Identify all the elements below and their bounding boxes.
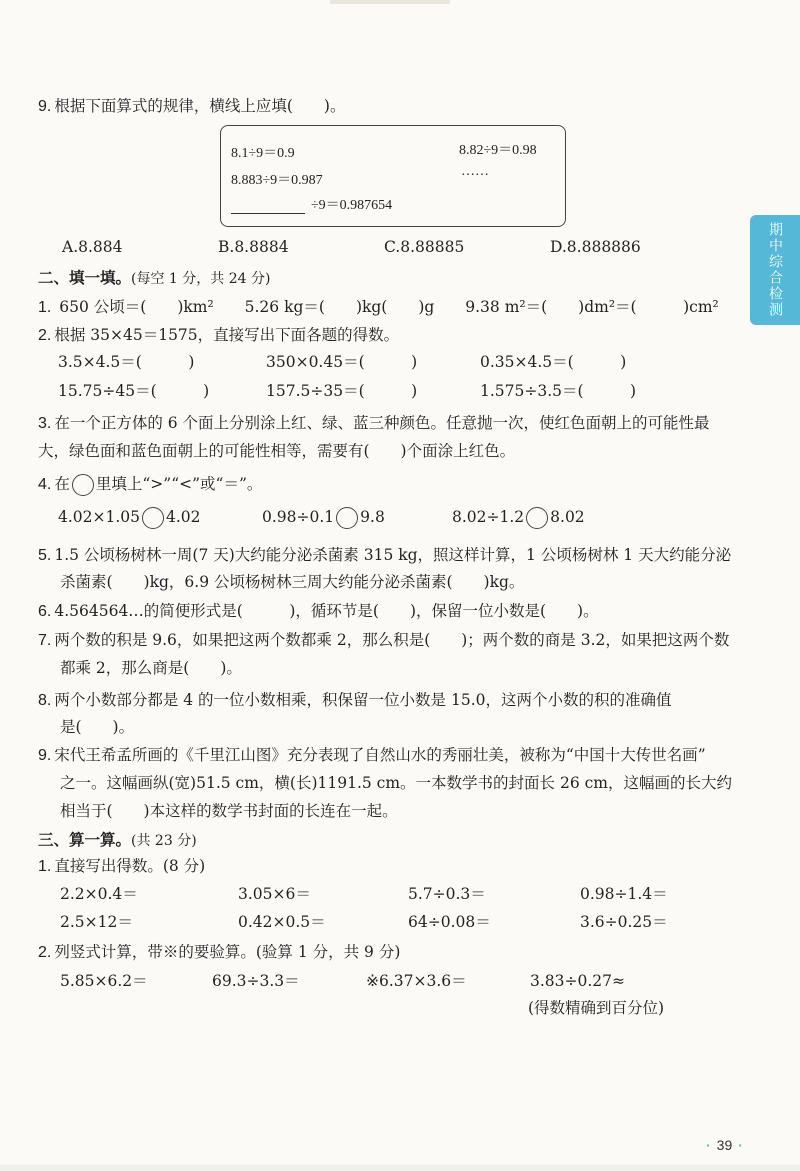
compare-circle-icon bbox=[72, 474, 94, 496]
s2-q6: 6. 4.564564…的简便形式是( )，循环节是( )，保留一位小数是( )。 bbox=[38, 602, 599, 620]
s2-q8-line1: 8. 两个小数部分都是 4 的一位小数相乘，积保留一位小数是 15.0，这两个小数的积的准确值 bbox=[38, 691, 672, 709]
s2-q9-line2: 之一。这幅画纵(宽)51.5 cm，横(长)1191.5 cm。一本数学书的封面长 26 cm，这幅画的长大约 bbox=[60, 774, 733, 792]
s2-q4-item-1: 4.02×1.05 4.02 bbox=[58, 507, 201, 529]
dot-icon: · bbox=[738, 1137, 743, 1153]
section-2-heading: 二、填一填。(每空 1 分，共 24 分) bbox=[38, 268, 271, 287]
s3-q1-b: 3.05×6＝ bbox=[238, 885, 311, 903]
pattern-2: 8.82÷9＝0.98 bbox=[459, 143, 537, 158]
s2-q9-line3: 相当于( )本这样的数学书封面的长连在一起。 bbox=[60, 802, 398, 820]
dot-icon: · bbox=[706, 1137, 711, 1153]
s3-q1-g: 64÷0.08＝ bbox=[408, 913, 491, 931]
pattern-4: ÷9＝0.987654 bbox=[231, 194, 392, 214]
s2-q2-e: 157.5÷35＝( ) bbox=[266, 382, 418, 400]
bottom-edge-mark bbox=[0, 1165, 800, 1171]
compare-circle-3[interactable] bbox=[526, 507, 548, 529]
q9-option-c[interactable]: C.8.88885 bbox=[384, 238, 465, 256]
top-edge-mark bbox=[330, 0, 450, 4]
s2-q7-line2: 都乘 2，那么商是( )。 bbox=[60, 659, 242, 677]
s3-q1-f: 0.42×0.5＝ bbox=[238, 913, 326, 931]
page-number: · 39 · bbox=[706, 1137, 743, 1153]
s2-q2-b: 350×0.45＝( ) bbox=[266, 353, 418, 371]
s3-q2-b: 69.3÷3.3＝ bbox=[212, 972, 300, 990]
s2-q4-item-2: 0.98÷0.1 9.8 bbox=[262, 507, 385, 529]
section-3-heading: 三、算一算。(共 23 分) bbox=[38, 830, 197, 849]
s2-q3-line1: 3. 在一个正方体的 6 个面上分别涂上红、绿、蓝三种颜色。任意抛一次，使红色面朝上的可能性最 bbox=[38, 414, 710, 432]
s3-q2-c: ※6.37×3.6＝ bbox=[366, 972, 467, 990]
s2-q1: 1. 650 公顷＝( )km² 5.26 kg＝( )kg( )g 9.38 m²＝( )dm²＝( )cm² bbox=[38, 298, 719, 316]
s2-q9-line1: 9. 宋代王希孟所画的《千里江山图》充分表现了自然山水的秀丽壮美，被称为“中国十大传世名画” bbox=[38, 746, 706, 764]
s3-q1-e: 2.5×12＝ bbox=[60, 913, 133, 931]
s2-q2-d: 15.75÷45＝( ) bbox=[58, 382, 210, 400]
s3-q1-stem: 1. 直接写出得数。(8 分) bbox=[38, 857, 206, 875]
s3-q2-stem: 2. 列竖式计算，带※的要验算。(验算 1 分，共 9 分) bbox=[38, 943, 401, 961]
s2-q5-line1: 5. 1.5 公顷杨树林一周(7 天)大约能分泌杀菌素 315 kg，照这样计算，1 公顷杨树林 1 天大约能分泌 bbox=[38, 546, 732, 564]
s2-q5-line2: 杀菌素( )kg，6.9 公顷杨树林三周大约能分泌杀菌素( )kg。 bbox=[60, 573, 525, 591]
pattern-box bbox=[220, 125, 566, 227]
s2-q4-stem: 4. 在 里填上“>”“<”或“＝”。 bbox=[38, 474, 262, 496]
answer-blank[interactable] bbox=[231, 199, 305, 214]
s2-q4-item-3: 8.02÷1.2 8.02 bbox=[452, 507, 585, 529]
s3-q2-note: (得数精确到百分位) bbox=[528, 999, 665, 1017]
s3-q1-h: 3.6÷0.25＝ bbox=[580, 913, 668, 931]
s2-q2-stem: 2. 根据 35×45＝1575，直接写出下面各题的得数。 bbox=[38, 326, 400, 344]
s2-q8-line2: 是( )。 bbox=[60, 718, 135, 736]
q9-option-d[interactable]: D.8.888886 bbox=[550, 238, 641, 256]
s2-q7-line1: 7. 两个数的积是 9.6，如果把这两个数都乘 2，那么积是( )；两个数的商是 3.2，如果把这两个数 bbox=[38, 631, 730, 649]
q9-option-b[interactable]: B.8.8884 bbox=[218, 238, 289, 256]
compare-circle-2[interactable] bbox=[336, 507, 358, 529]
side-tab-midterm[interactable]: 期中综合检测 bbox=[750, 215, 800, 325]
pattern-3: 8.883÷9＝0.987 bbox=[231, 173, 323, 188]
s3-q1-a: 2.2×0.4＝ bbox=[60, 885, 138, 903]
pattern-1: 8.1÷9＝0.9 bbox=[231, 146, 295, 161]
s3-q2-a: 5.85×6.2＝ bbox=[60, 972, 148, 990]
s2-q3-line2: 大，绿色面和蓝色面朝上的可能性相等，需要有( )个面涂上红色。 bbox=[38, 442, 516, 460]
s2-q2-a: 3.5×4.5＝( ) bbox=[58, 353, 195, 371]
s2-q2-f: 1.575÷3.5＝( ) bbox=[480, 382, 637, 400]
s3-q1-c: 5.7÷0.3＝ bbox=[408, 885, 486, 903]
s2-q2-c: 0.35×4.5＝( ) bbox=[480, 353, 627, 371]
q9-stem: 9. 根据下面算式的规律，横线上应填( )。 bbox=[38, 97, 346, 115]
compare-circle-1[interactable] bbox=[142, 507, 164, 529]
s3-q2-d: 3.83÷0.27≈ bbox=[530, 972, 625, 990]
q9-option-a[interactable]: A.8.884 bbox=[62, 238, 123, 256]
s3-q1-d: 0.98÷1.4＝ bbox=[580, 885, 668, 903]
pattern-ellipsis: …… bbox=[461, 164, 489, 179]
